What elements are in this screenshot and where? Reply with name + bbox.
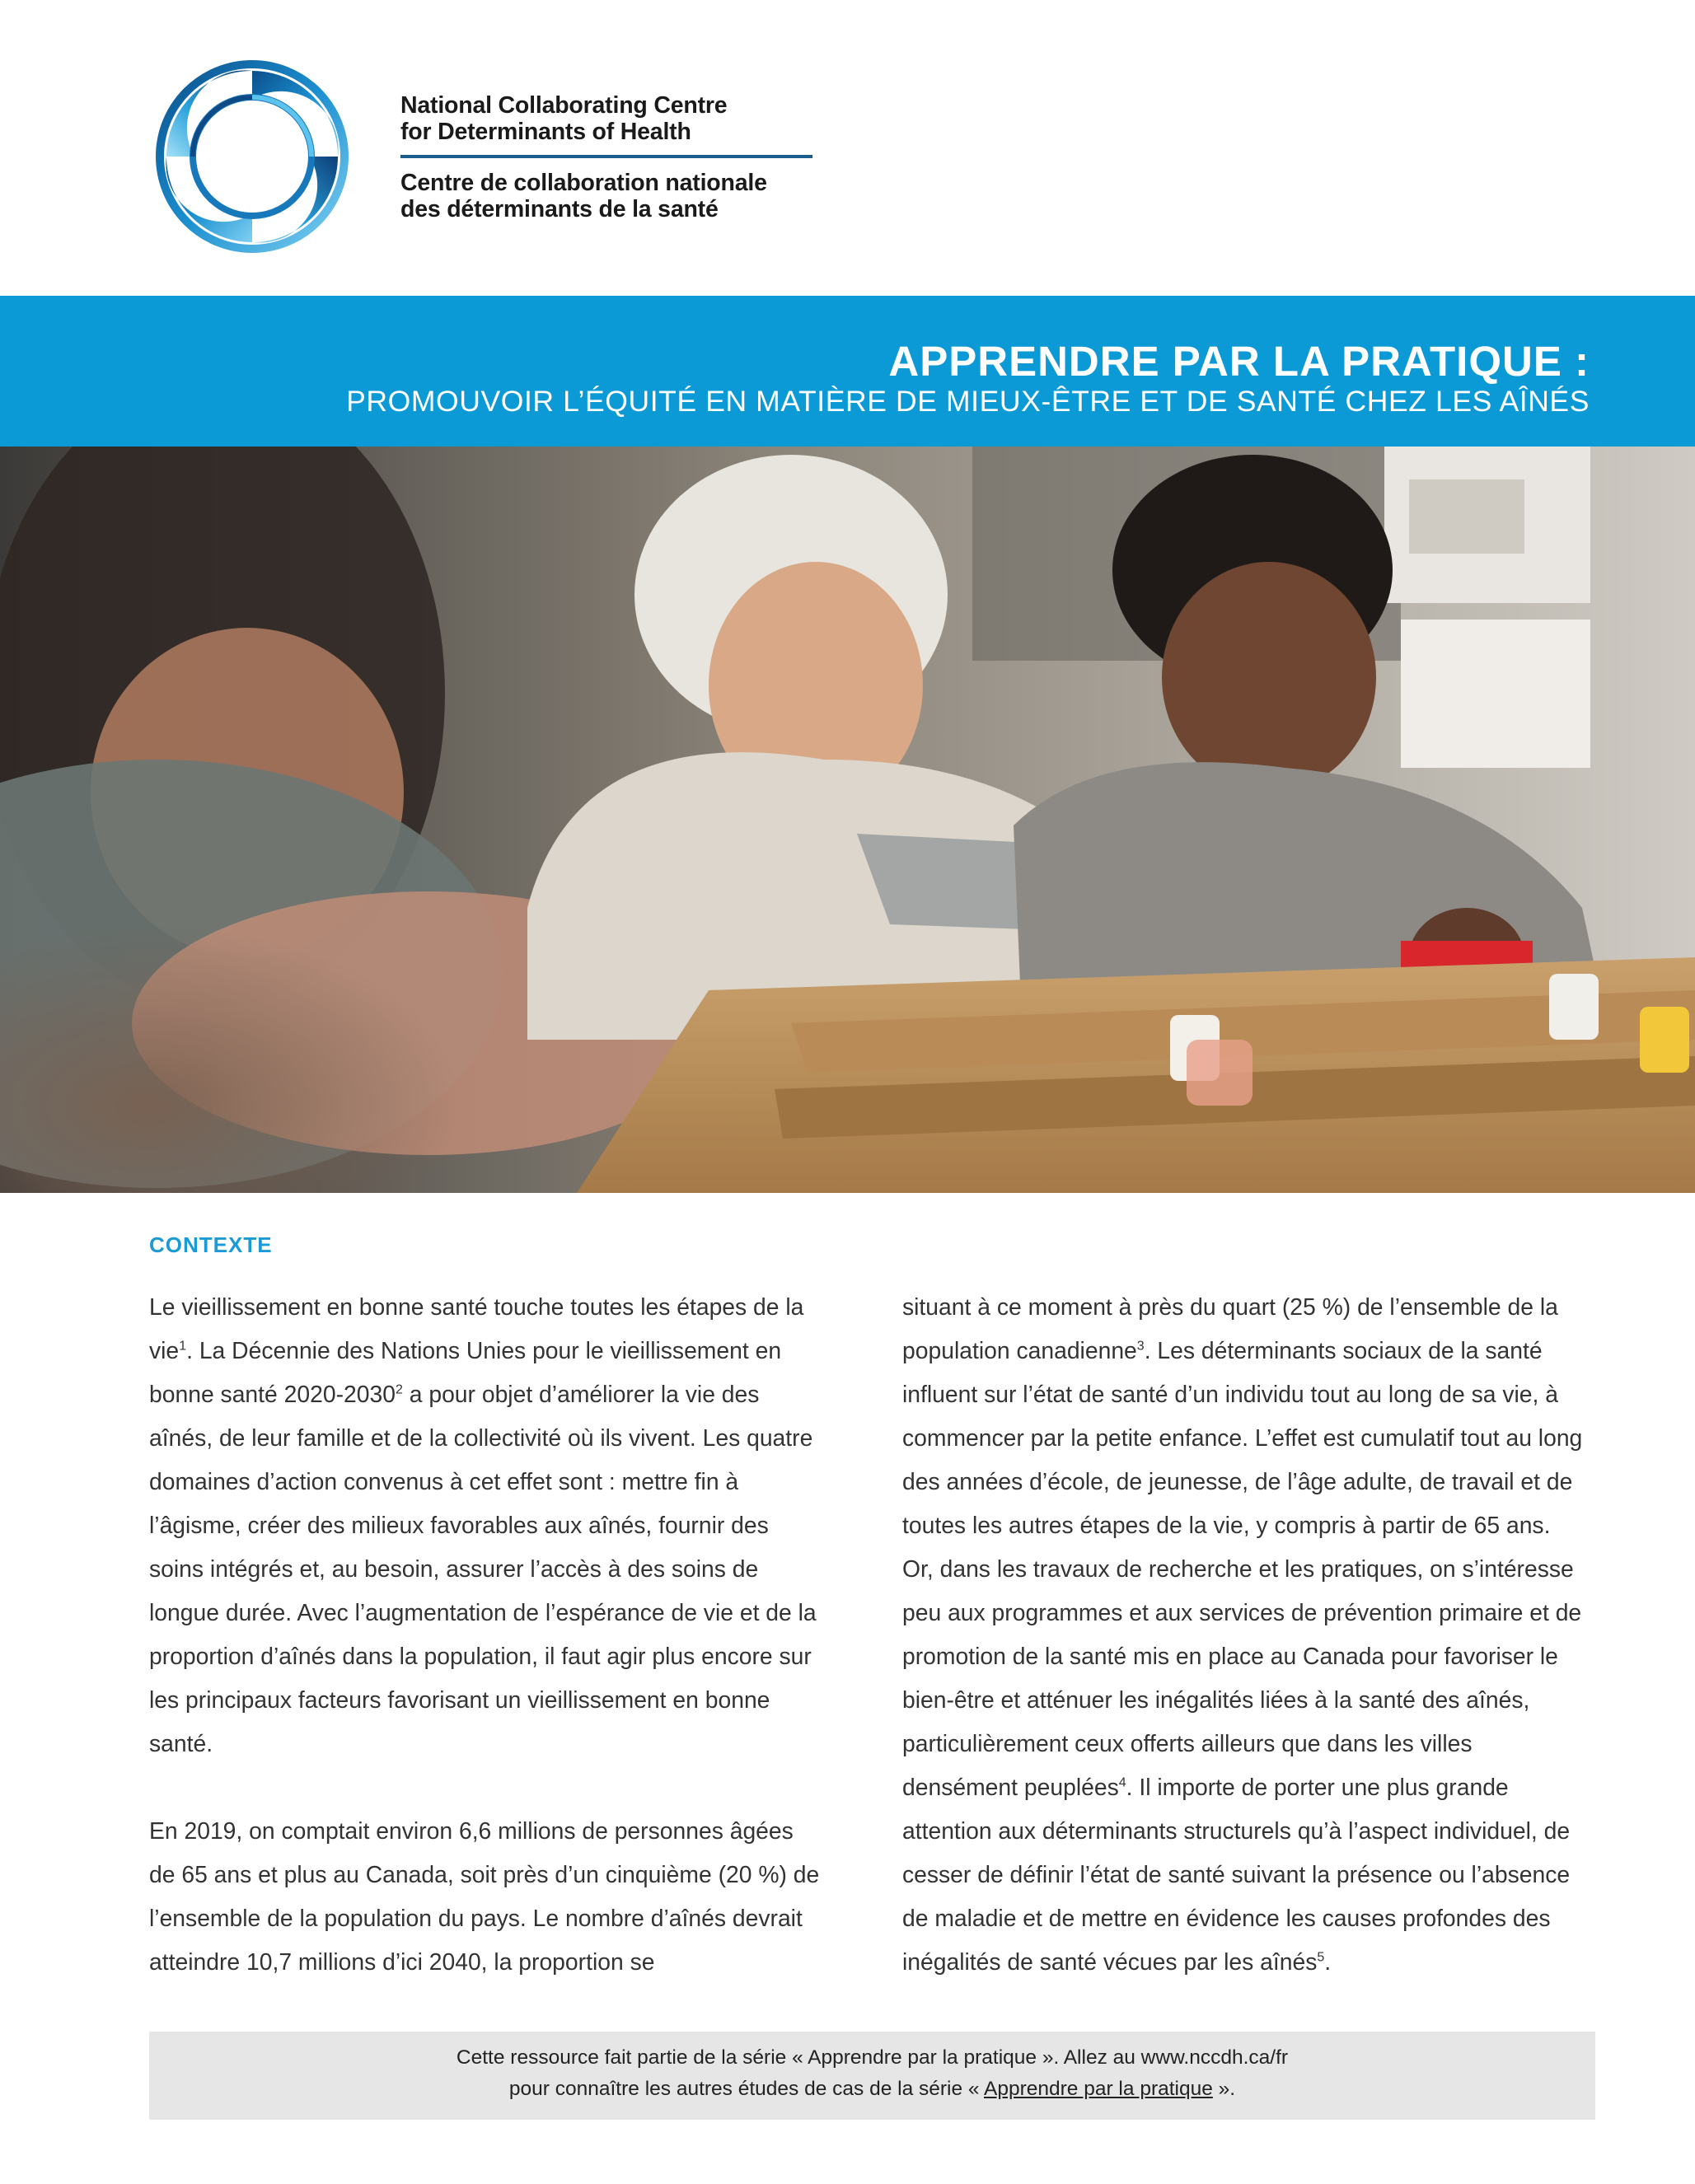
paragraph-2: En 2019, on comptait environ 6,6 millions de personnes âgées de 65 ans et plus au Canada, soit près d’un cinquième (20 %) de l’ensemble de la population du pays. Le nombre d’aînés devrait atteindre 10,7 millions d’ici 2040, la proportion se (149, 1817, 820, 1975)
paragraph-3 (902, 1285, 1586, 1984)
paragraph-1 (149, 1285, 825, 1765)
footnote-ref-1[interactable]: 1 (179, 1339, 187, 1354)
title-banner (0, 296, 1695, 447)
p1-text-b: . La Décennie des Nations Unies pour le vieillissement en bonne santé 2020-2030 (149, 1337, 782, 1407)
left-column (149, 1285, 825, 1984)
footnote-ref-2[interactable]: 2 (395, 1382, 403, 1397)
nccdh-logo-icon (155, 59, 349, 254)
document-subtitle: PROMOUVOIR L’ÉQUITÉ EN MATIÈRE DE MIEUX-ÊTRE ET DE SANTÉ CHEZ LES AÎNÉS (346, 385, 1590, 418)
series-link[interactable]: Apprendre par la pratique (984, 2078, 1213, 2100)
p3-text-d: . (1324, 1948, 1332, 1975)
footnote-ref-4[interactable]: 4 (1118, 1775, 1126, 1790)
org-name-block (400, 92, 812, 222)
photo-volunteers-icon (0, 447, 1695, 1193)
org-name-en-2: for Determinants of Health (400, 119, 691, 145)
p1-text-c: a pour objet d’améliorer la vie des aînés, de leur famille et de la collectivité où ils vivent. Les quatre domaines d’action convenus à cet effet sont : mettre fin à l’âgisme, créer des milieux favorables aux aînés, fournir des soins intégrés et, au besoin, assurer l’accès à des soins de longue durée. Avec l’augmentation de l’espérance de vie et de la proportion d’aînés dans la population, il faut agir plus encore sur les principaux facteurs favorisant un vieillissement en bonne santé. (149, 1381, 817, 1756)
org-name-fr-2: des déterminants de la santé (400, 196, 719, 222)
right-column (902, 1285, 1586, 1984)
org-name-en-1: National Collaborating Centre (400, 92, 728, 119)
p3-text-b: . Les déterminants sociaux de la santé influent sur l’état de santé d’un individu tout au long de sa vie, à commencer par la petite enfance. L’effet est cumulatif tout au long des années d’école, de jeunesse, de l’âge adulte, de travail et de toutes les autres étapes de la vie, y compris à partir de 65 ans. Or, dans les travaux de recherche et les pratiques, on s’intéresse peu aux programmes et aux services de prévention primaire et de promotion de la santé mis en place au Canada pour favoriser le bien-être et atténuer les inégalités liées à la santé des aînés, particulièrement ceux offerts ailleurs que dans les villes densément peuplées (902, 1337, 1583, 1800)
p1-text-a: Le vieillissement en bonne santé touche toutes les étapes de la vie (149, 1293, 804, 1363)
series-note-post: ». (1212, 2078, 1236, 2100)
p3-text-a: situant à ce moment à près du quart (25 %) de l’ensemble de la population canadienne (902, 1293, 1558, 1363)
series-note-line-1: Cette ressource fait partie de la série « Apprendre par la pratique ». Allez au www.nccdh.ca/fr (456, 2046, 1289, 2069)
document-title: APPRENDRE PAR LA PRATIQUE : (888, 338, 1590, 385)
footnote-ref-5[interactable]: 5 (1317, 1950, 1325, 1965)
series-note-pre: pour connaître les autres études de cas de la série « (508, 2078, 984, 2100)
series-note (149, 2032, 1595, 2120)
hero-photo (0, 447, 1695, 1193)
series-note-line-2 (149, 2074, 1595, 2105)
org-divider (400, 155, 812, 158)
section-heading-contexte: CONTEXTE (149, 1232, 273, 1257)
org-name-fr-1: Centre de collaboration nationale (400, 170, 767, 196)
footnote-ref-3[interactable]: 3 (1136, 1339, 1145, 1354)
p3-text-c: . Il importe de porter une plus grande attention aux déterminants structurels qu’à l’aspect individuel, de cesser de définir l’état de santé suivant la présence ou l’absence de maladie et de mettre en évidence les causes profondes des inégalités de santé vécues par les aînés (902, 1774, 1571, 1975)
